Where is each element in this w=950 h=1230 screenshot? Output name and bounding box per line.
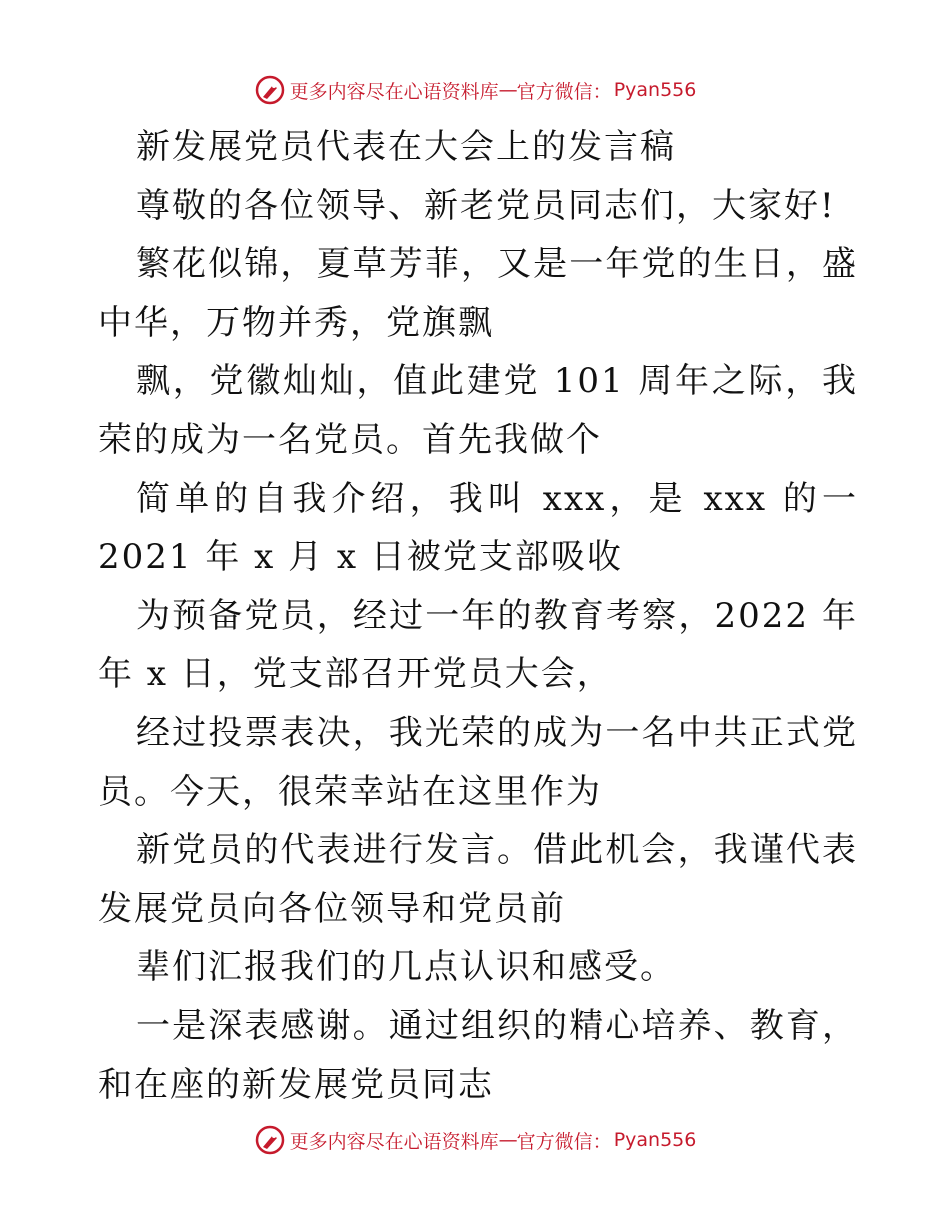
paragraph-line: 和在座的新发展党员同志 bbox=[98, 1064, 494, 1105]
document-body bbox=[98, 118, 858, 1114]
header-watermark bbox=[0, 70, 950, 110]
pen-nib-circle-icon bbox=[254, 74, 286, 106]
paragraph-line: 员。今天，很荣幸站在这里作为 bbox=[98, 771, 602, 812]
paragraph-line: 繁花似锦，夏草芳菲，又是一年党的生日，盛 bbox=[136, 244, 858, 285]
paragraph-line: 中华，万物并秀，党旗飘 bbox=[98, 302, 494, 343]
paragraph-line: 经过投票表决，我光荣的成为一名中共正式党 bbox=[136, 712, 858, 753]
watermark-wechat-label: 官方微信： bbox=[516, 1130, 612, 1153]
paragraph-line: 发展党员向各位领导和党员前 bbox=[98, 888, 566, 929]
paragraph-line: 辈们汇报我们的几点认识和感受。 bbox=[136, 947, 676, 988]
watermark-brand-text: 更多内容尽在心语资料库 bbox=[289, 1130, 499, 1153]
pen-nib-circle-icon bbox=[254, 1124, 286, 1156]
paragraph-line: 飘，党徽灿灿，值此建党 101 周年之际，我 bbox=[136, 361, 858, 402]
watermark-wechat-label: 官方微信： bbox=[516, 80, 612, 103]
paragraph-line: 荣的成为一名党员。首先我做个 bbox=[98, 419, 602, 460]
paragraph-line: 一是深表感谢。通过组织的精心培养、教育， bbox=[136, 1005, 858, 1046]
paragraph-line: 为预备党员，经过一年的教育考察，2022 年 bbox=[136, 595, 858, 636]
watermark-dash: — bbox=[498, 79, 517, 101]
paragraph-line: 尊敬的各位领导、新老党员同志们，大家好! bbox=[136, 185, 836, 226]
paragraph-line: 年 x 日，党支部召开党员大会， bbox=[98, 654, 613, 695]
paragraph-line: 新党员的代表进行发言。借此机会，我谨代表 bbox=[136, 830, 858, 871]
footer-watermark bbox=[0, 1120, 950, 1160]
watermark-brand-text: 更多内容尽在心语资料库 bbox=[289, 80, 499, 103]
watermark-dash: — bbox=[498, 1129, 517, 1151]
paragraph-line: 2021 年 x 月 x 日被党支部吸收 bbox=[98, 537, 623, 578]
document-title: 新发展党员代表在大会上的发言稿 bbox=[136, 127, 676, 167]
paragraph-line: 简单的自我介绍，我叫 xxx，是 xxx 的一 bbox=[136, 478, 858, 519]
watermark-wechat-id: Pyan556 bbox=[613, 1129, 697, 1151]
watermark-wechat-id: Pyan556 bbox=[613, 79, 697, 101]
